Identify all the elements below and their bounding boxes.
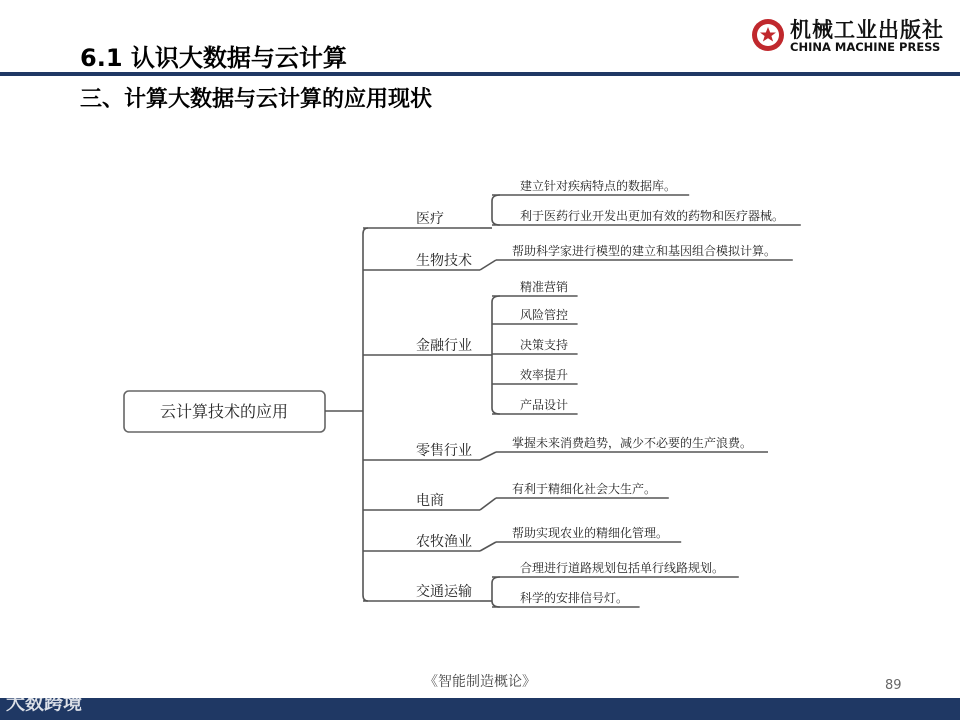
leaf-label: 产品设计	[520, 398, 569, 412]
branch-label: 金融行业	[416, 338, 472, 354]
section-title: 6.1 认识大数据与云计算	[80, 44, 347, 72]
branch-label: 交通运输	[416, 584, 472, 600]
main-trunk	[363, 228, 368, 601]
leaf-connector	[480, 452, 496, 460]
leaf-connector	[480, 542, 496, 551]
branch-label: 电商	[416, 493, 444, 509]
leaf-connector	[480, 498, 496, 510]
leaf-label: 帮助实现农业的精细化管理。	[512, 526, 669, 540]
leaf-label: 掌握未来消费趋势，减少不必要的生产浪费。	[512, 436, 753, 450]
leaf-label: 有利于精细化社会大生产。	[512, 482, 657, 496]
root-node-label: 云计算技术的应用	[159, 402, 289, 421]
leaf-label: 建立针对疾病特点的数据库。	[520, 179, 677, 193]
leaf-label: 帮助科学家进行模型的建立和基因组合模拟计算。	[512, 244, 777, 258]
leaf-label: 效率提升	[520, 368, 569, 382]
book-title: 《智能制造概论》	[424, 674, 536, 690]
slide-subtitle: 三、计算大数据与云计算的应用现状	[80, 87, 433, 112]
leaf-label: 科学的安排信号灯。	[520, 591, 629, 605]
branch-label: 医疗	[416, 211, 444, 227]
publisher-name-en: CHINA MACHINE PRESS	[790, 40, 941, 54]
leaf-bracket	[492, 577, 500, 607]
watermark: 大数跨境	[6, 692, 83, 714]
footer-bar	[0, 698, 960, 720]
branch-label: 零售行业	[416, 443, 472, 459]
publisher-name-cn: 机械工业出版社	[790, 18, 944, 42]
leaf-label: 利于医药行业开发出更加有效的药物和医疗器械。	[520, 209, 785, 223]
leaf-label: 风险管控	[520, 308, 569, 322]
page-number: 89	[885, 678, 902, 693]
leaf-label: 合理进行道路规划包括单行线路规划。	[520, 561, 725, 575]
leaf-connector	[480, 260, 496, 270]
leaf-label: 决策支持	[520, 338, 569, 352]
leaf-bracket	[492, 195, 500, 225]
branch-label: 生物技术	[416, 253, 472, 269]
leaf-bracket	[492, 296, 500, 414]
leaf-label: 精准营销	[520, 280, 569, 294]
branch-label: 农牧渔业	[416, 534, 472, 550]
